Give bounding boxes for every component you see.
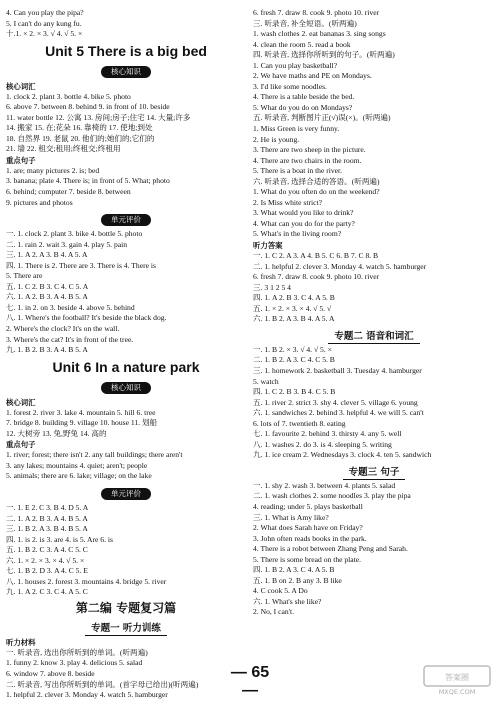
answer-line: 十.1. × 2. × 3. √ 4. √ 5. ×	[6, 29, 83, 39]
answer-line: 六. 1. What's she like?	[253, 596, 322, 606]
answer-line: 1. funny 2. know 3. play 4. delicious 5. salad	[6, 658, 143, 668]
answer-line: 5. animals; there are 6. lake; village; on the lake	[6, 471, 152, 481]
right-column	[253, 8, 495, 618]
answer-line: 5. There is a boat in the river.	[253, 166, 343, 176]
answer-line: 五. 1. × 2. × 3. × 4. √ 5. √	[253, 303, 332, 313]
subsection-heading: 核心词汇	[6, 81, 36, 91]
subsection-heading: 重点句子	[6, 440, 36, 450]
answer-line: 5. There are	[6, 271, 43, 281]
answer-line: 九. 1. A 2. C 3. C 4. A 5. C	[6, 587, 88, 597]
answer-line: 二. 听录音, 写出你所听到的单词。(首字母已给出)(听两遍)	[6, 679, 199, 689]
answer-line: 6. fresh 7. draw 8. cook 9. photo 10. river	[253, 272, 380, 282]
answer-line: 5. There is some bread on the plate.	[253, 554, 362, 564]
answer-line: 3. What would you like to drink?	[253, 208, 354, 218]
answer-line: 一. 1. C 2. A 3. A 4. B 5. C 6. B 7. C 8. B	[253, 251, 379, 261]
section-banner: 核心知识	[101, 66, 151, 78]
answer-line: 三. 1. homework 2. basketball 3. Tuesday 4. hamburger	[253, 365, 422, 375]
answer-line: 5. I can't do any kung fu.	[6, 18, 82, 28]
left-column	[6, 8, 246, 701]
answer-line: 6. fresh 7. draw 8. cook 9. photo 10. river	[253, 8, 380, 17]
answer-line: 六. 1. sandwiches 2. behind 3. helpful 4. we will 5. can't	[253, 408, 424, 418]
answer-line: 四. 1. C 2. B 3. B 4. C 5. B	[253, 387, 336, 397]
answer-line: 1. are; many pictures 2. is; bed	[6, 165, 100, 175]
answer-line: 12. 大树旁 13. 兔,野兔 14. 高的	[6, 428, 107, 438]
answer-line: 八. 1. Where's the football? It's beside the black dog.	[6, 313, 167, 323]
topic-heading: 专题二 语音和词汇	[328, 330, 419, 344]
answer-line: 4. clean the room 5. read a book	[253, 39, 351, 49]
answer-line: 一. 听录音, 选出你所听到的单词。(听两遍)	[6, 647, 148, 657]
answer-line: 2. We have maths and PE on Mondays.	[253, 71, 372, 81]
answer-line: 二. 1. B 2. A 3. C 4. C 5. B	[253, 355, 335, 365]
answer-line: 3. I'd like some noodles.	[253, 81, 327, 91]
answer-line: 2. He is young.	[253, 134, 300, 144]
answer-line: 三. 1. What is Amy like?	[253, 512, 329, 522]
answer-line: 五. 1. C 2. B 3. C 4. C 5. A	[6, 281, 89, 291]
answer-line: 6. behind; computer 7. beside 8. between	[6, 187, 131, 197]
answer-line: 3. There are two sheep in the picture.	[253, 145, 366, 155]
watermark-logo	[422, 663, 494, 697]
answer-line: 三. 听录音, 补全短语。(听两遍)	[253, 18, 357, 28]
answer-line: 二. 1. rain 2. wait 3. gain 4. play 5. pain	[6, 239, 128, 249]
topic-heading: 专题一 听力训练	[85, 622, 167, 636]
volume-heading: 第二编 专题复习篇	[75, 600, 177, 615]
topic-heading: 专题三 句子	[343, 466, 406, 480]
answer-line: 九. 1. ice cream 2. Wednesdays 3. clock 4. ten 5. sandwich	[253, 450, 432, 460]
answer-line: 四. 1. A 2. B 3. C 4. A 5. B	[253, 293, 335, 303]
answer-line: 一. 1. clock 2. plant 3. bike 4. bottle 5. photo	[6, 229, 143, 239]
section-banner: 单元评价	[101, 488, 151, 500]
section-banner: 核心知识	[101, 382, 151, 394]
answer-line: 4. What can you do for the party?	[253, 218, 355, 228]
answer-line: 1. helpful 2. clever 3. Monday 4. watch 5. hamburger	[6, 690, 168, 700]
answer-line: 4. There is a robot between Zhang Peng and Sarah.	[253, 544, 408, 554]
answer-line: 四. 听录音, 选择你所听到的句子。(听两遍)	[253, 50, 395, 60]
answer-line: 三. 1. B 2. A 3. B 4. B 5. A	[6, 524, 88, 534]
answer-line: 六. 1. A 2. B 3. A 4. B 5. A	[6, 292, 88, 302]
answer-line: 1. forest 2. river 3. lake 4. mountain 5. hill 6. tree	[6, 407, 156, 417]
watermark-text: 答案圈	[445, 673, 469, 682]
answer-line: 一. 1. shy 2. wash 3. between 4. plants 5. salad	[253, 480, 396, 490]
answer-line: 2. What does Sarah have on Friday?	[253, 523, 363, 533]
unit-heading: Unit 5 There is a big bed	[45, 42, 207, 59]
answer-line: 二. 1. helpful 2. clever 3. Monday 4. watch 5. hamburger	[253, 261, 427, 271]
answer-line: 一. 1. E 2. C 3. B 4. D 5. A	[6, 502, 89, 512]
answer-line: 3. Where's the cat? It's in front of the tree.	[6, 334, 134, 344]
unit-heading: Unit 6 In a nature park	[52, 358, 200, 375]
answer-line: 5. What's in the living room?	[253, 229, 342, 239]
answer-line: 2. Where's the clock? It's on the wall.	[6, 324, 120, 334]
answer-line: 21. 墙 22. 租交;租用;终租交;终租用	[6, 144, 121, 154]
answer-line: 五. 1. B 2. C 3. A 4. C 5. C	[6, 545, 88, 555]
answer-line: 九. 1. B 2. B 3. A 4. B 5. A	[6, 345, 88, 355]
answer-line: 2. No, I can't.	[253, 607, 295, 617]
section-banner: 单元评价	[101, 214, 151, 226]
answer-line: 三. 1. A 2. A 3. B 4. A 5. A	[6, 250, 88, 260]
answer-line: 1. clock 2. plant 3. bottle 4. bike 5. photo	[6, 91, 131, 101]
answer-line: 四. 1. There is 2. There are 3. There is 4. There is	[6, 260, 156, 270]
answer-line: 四. 1. is 2. is 3. are 4. is 5. Are 6. is	[6, 534, 113, 544]
answer-line: 七. 1. favourite 2. behind 3. thirsty 4. any 5. well	[253, 429, 402, 439]
answer-line: 1. What do you often do on the weekend?	[253, 187, 380, 197]
answer-line: 三. 3 1 2 5 4	[253, 282, 291, 292]
answer-line: 6. above 7. between 8. behind 9. in front of 10. beside	[6, 102, 170, 112]
answer-line: 1. wash clothes 2. eat bananas 3. sing songs	[253, 29, 386, 39]
answer-line: 4. reading; under 5. plays basketball	[253, 501, 363, 511]
answer-line: 六. 1. B 2. A 3. B 4. A 5. A	[253, 314, 335, 324]
answer-line: 4. There are two chairs in the room.	[253, 155, 362, 165]
answer-line: 五. 1. B on 2. B any 3. B like	[253, 575, 342, 585]
answer-line: 4. There is a table beside the bed.	[253, 92, 355, 102]
answer-line: 七. 1. B 2. D 3. A 4. C 5. E	[6, 566, 88, 576]
answer-line: 2. Is Miss white strict?	[253, 197, 322, 207]
answer-line: 四. 1. B 2. A 3. C 4. A 5. B	[253, 565, 335, 575]
subsection-heading: 重点句子	[6, 155, 36, 165]
answer-line: 七. 1. in 2. on 3. beside 4. above 5. behind	[6, 302, 135, 312]
answer-line: 五. 听录音, 判断图片正(√)误(×)。(听两遍)	[253, 113, 391, 123]
subsection-heading: 听力答案	[253, 241, 283, 251]
answer-line: 9. pictures and photos	[6, 197, 73, 207]
answer-line: 1. Can you play basketball?	[253, 60, 338, 70]
answer-line: 3. banana; plate 4. There is; in front of 5. What; photo	[6, 176, 170, 186]
subsection-heading: 核心词汇	[6, 397, 36, 407]
answer-line: 5. watch	[253, 376, 279, 386]
answer-line: 14. 搬家 15. 在;花朵 16. 靠椅的 17. 使地;到处	[6, 123, 153, 133]
subsection-heading: 听力材料	[6, 637, 36, 647]
answer-line: 6. lots of 7. twentieth 8. eating	[253, 418, 346, 428]
answer-line: 二. 1. A 2. B 3. A 4. B 5. A	[6, 513, 88, 523]
page-number: — 65 —	[230, 664, 270, 699]
answer-line: 五. 1. river 2. strict 3. shy 4. clever 5. village 6. young	[253, 397, 418, 407]
answer-line: 六. 听录音, 选择合适的答语。(听两遍)	[253, 176, 380, 186]
answer-line: 5. What do you do on Mondays?	[253, 102, 353, 112]
answer-line: 4. C cook 5. A Do	[253, 586, 308, 596]
answer-line: 6. window 7. above 8. beside	[6, 668, 95, 678]
answer-line: 八. 1. houses 2. forest 3. mountains 4. bridge 5. river	[6, 576, 167, 586]
answer-line: 1. river; forest; there isn't 2. any tall buildings; there aren't	[6, 450, 183, 460]
answer-line: 3. any lakes; mountains 4. quiet; aren't; people	[6, 460, 148, 470]
answer-line: 3. John often reads books in the park.	[253, 533, 367, 543]
answer-line: 1. Miss Green is very funny.	[253, 124, 340, 134]
answer-line: 六. 1. × 2. × 3. × 4. √ 5. ×	[6, 555, 85, 565]
svg-text:MXQE.COM: MXQE.COM	[438, 688, 476, 696]
answer-line: 4. Can you play the pipa?	[6, 8, 84, 17]
answer-line: 二. 1. wash clothes 2. some noodles 3. play the pipa	[253, 491, 411, 501]
answer-line: 一. 1. B 2. × 3. √ 4. √ 5. ×	[253, 344, 332, 354]
answer-line: 11. water bottle 12. 公寓 13. 房间;房子;住宅 14. 大量;许多	[6, 112, 191, 122]
answer-line: 八. 1. washes 2. do 3. is 4. sleeping 5. writing	[253, 439, 392, 449]
answer-line: 18. 自然界 19. 老鼠 20. 他们的;她们的;它们的	[6, 133, 155, 143]
answer-line: 7. bridge 8. building 9. village 10. house 11. 划船	[6, 418, 158, 428]
